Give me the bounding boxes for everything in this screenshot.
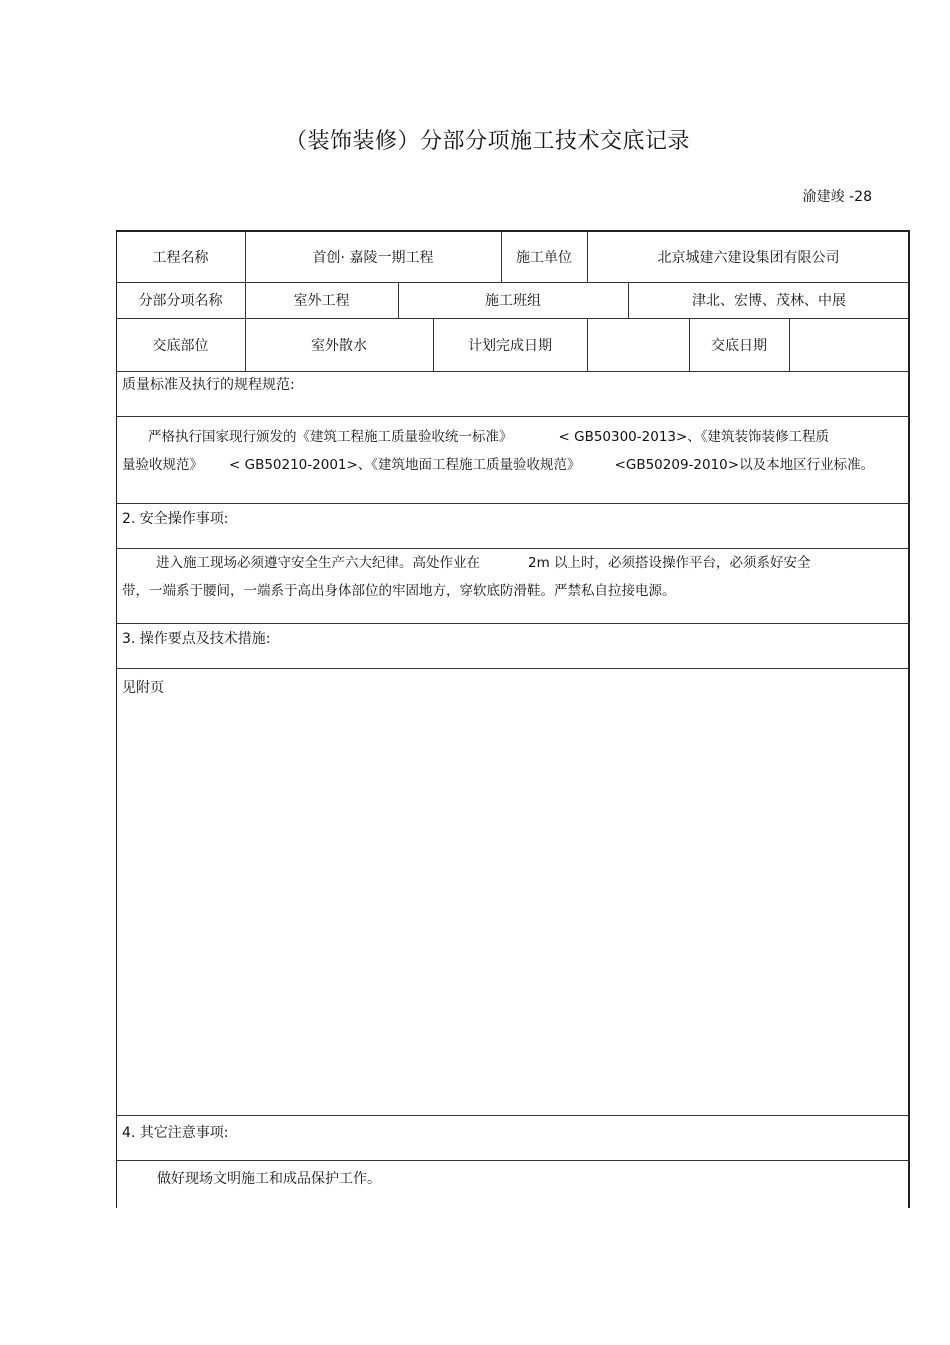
row-divider bbox=[116, 1115, 910, 1116]
location-value: 室外散水 bbox=[311, 337, 367, 354]
planned-date-label: 计划完成日期 bbox=[468, 337, 552, 354]
document-code: 渝建竣 -28 bbox=[802, 189, 872, 205]
safety-line-1 bbox=[122, 549, 897, 577]
quality-standard: < GB50210-2001>、《建筑地面工程施工质量验收规范》 bbox=[229, 457, 581, 473]
contractor-label: 施工单位 bbox=[516, 249, 572, 266]
document-title: （装饰装修）分部分项施工技术交底记录 bbox=[284, 129, 690, 154]
quality-standard: < GB50300-2013>、《建筑装饰装修工程质 bbox=[558, 429, 830, 445]
quality-text: 严格执行国家现行颁发的《建筑工程施工质量验收统一标准》 bbox=[148, 429, 513, 445]
handover-date-label: 交底日期 bbox=[711, 337, 767, 354]
row-divider bbox=[116, 623, 910, 624]
quality-standard: <GB50209-2010>以及本地区行业标准。 bbox=[614, 457, 875, 473]
project-name-label: 工程名称 bbox=[152, 249, 209, 266]
quality-paragraph bbox=[122, 423, 897, 479]
safety-line-2: 带，一端系于腰间，一端系于高出身体部位的牢固地方，穿软底防滑鞋。严禁私自拉接电源。 bbox=[122, 583, 676, 599]
other-content: 做好现场文明施工和成品保护工作。 bbox=[157, 1171, 381, 1187]
planned-date-value bbox=[587, 318, 689, 371]
quality-text: 量验收规范》 bbox=[122, 457, 203, 473]
row-divider bbox=[116, 668, 910, 669]
row-divider bbox=[116, 1160, 910, 1161]
safety-heading: 2. 安全操作事项: bbox=[122, 511, 229, 527]
quality-line-1 bbox=[122, 423, 897, 451]
contractor-value: 北京城建六建设集团有限公司 bbox=[657, 249, 840, 266]
team-value: 津北、宏博、茂林、中展 bbox=[692, 293, 846, 309]
location-label: 交底部位 bbox=[152, 337, 209, 354]
row-divider bbox=[116, 371, 910, 372]
row-divider bbox=[116, 416, 910, 417]
safety-text: 2m 以上时，必须搭设操作平台，必须系好安全 bbox=[528, 555, 811, 571]
handover-date-value bbox=[789, 318, 910, 371]
quality-heading: 质量标准及执行的规程规范: bbox=[122, 377, 295, 393]
team-label: 施工班组 bbox=[485, 293, 541, 309]
project-name-value: 首创· 嘉陵一期工程 bbox=[312, 249, 434, 266]
sub-project-value: 室外工程 bbox=[293, 293, 350, 309]
other-heading: 4. 其它注意事项: bbox=[122, 1125, 229, 1141]
safety-text: 进入施工现场必须遵守安全生产六大纪律。高处作业在 bbox=[156, 555, 480, 571]
quality-line-2 bbox=[122, 451, 897, 479]
row-divider bbox=[116, 503, 910, 504]
safety-paragraph bbox=[122, 549, 897, 605]
operation-content: 见附页 bbox=[122, 680, 164, 696]
operation-heading: 3. 操作要点及技术措施: bbox=[122, 631, 271, 647]
sub-project-label: 分部分项名称 bbox=[138, 293, 223, 309]
